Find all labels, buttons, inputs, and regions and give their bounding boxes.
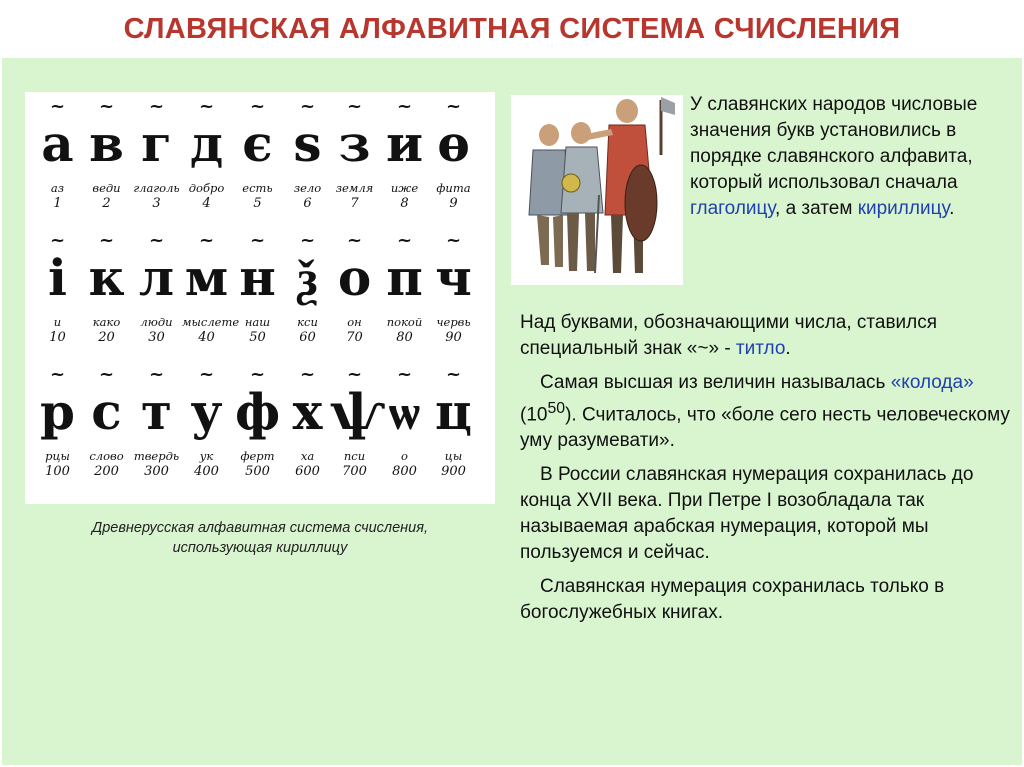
letter-value: 100 [45, 464, 70, 479]
titlo-mark: ~ [445, 364, 462, 385]
letter-value: 500 [245, 464, 270, 479]
titlo-mark: ~ [299, 230, 316, 251]
letter-name: и [53, 315, 62, 329]
letter-name: слово [89, 449, 124, 463]
letter-value: 2 [102, 196, 111, 211]
titlo-mark: ~ [98, 96, 115, 117]
titlo-mark: ~ [299, 364, 316, 385]
alphabet-letter [182, 230, 240, 364]
alphabet-letter [429, 364, 478, 498]
letter-glyph: ф [234, 382, 281, 441]
letter-glyph: х [292, 382, 323, 441]
letter-glyph: с [91, 382, 122, 441]
alphabet-letter [182, 96, 231, 230]
letter-value: 30 [148, 330, 165, 345]
letter-name: о [401, 449, 408, 463]
alphabet-letter [233, 96, 282, 230]
letter-value: 6 [303, 196, 312, 211]
titlo-mark: ~ [198, 230, 215, 251]
caption-line-1: Древнерусская алфавитная система счисления, [92, 520, 428, 536]
alphabet-table [25, 92, 495, 504]
letter-value: 3 [152, 196, 161, 211]
letter-glyph: г [141, 114, 172, 173]
letter-name: ферт [240, 449, 275, 463]
letter-name: пси [343, 449, 366, 463]
letter-value: 300 [144, 464, 169, 479]
paragraph-liturgical: Славянская нумерация сохранилась только в богослужебных книгах. [520, 576, 945, 624]
titlo-mark: ~ [249, 230, 266, 251]
caption-line-2: использующая кириллицу [172, 540, 348, 556]
letter-glyph: н [239, 248, 276, 307]
titlo-mark: ~ [299, 96, 316, 117]
alphabet-letter [233, 230, 282, 364]
letter-name: есть [242, 181, 273, 195]
titlo-mark: ~ [396, 364, 413, 385]
alphabet-letter [380, 364, 429, 498]
letter-glyph: ц [435, 382, 472, 441]
letter-value: 70 [346, 330, 363, 345]
letter-value: 80 [396, 330, 413, 345]
letter-value: 7 [350, 196, 359, 211]
titlo-mark: ~ [49, 230, 66, 251]
alphabet-letter [380, 230, 429, 364]
letter-glyph: є [242, 114, 273, 173]
letter-name: земля [335, 181, 374, 195]
letter-glyph: ѳ [437, 114, 470, 173]
titlo-mark: ~ [445, 96, 462, 117]
letter-glyph: р [40, 382, 75, 441]
titlo-mark: ~ [396, 96, 413, 117]
letter-name: покой [386, 315, 423, 329]
titlo-mark: ~ [98, 364, 115, 385]
cyrillic-link[interactable]: кириллицу [857, 198, 950, 219]
warriors-drawing [511, 95, 683, 285]
alphabet-letter [82, 230, 131, 364]
titlo-mark: ~ [396, 230, 413, 251]
letter-glyph: п [386, 248, 423, 307]
letter-glyph: а [41, 114, 74, 173]
titlo-mark: ~ [98, 230, 115, 251]
letter-name: люди [140, 315, 173, 329]
alphabet-letter [283, 96, 332, 230]
p2-exponent: 50 [547, 400, 566, 417]
letter-name: червь [436, 315, 471, 329]
letter-glyph: т [141, 382, 172, 441]
letter-name: рцы [45, 449, 70, 463]
alphabet-letter [33, 96, 82, 230]
letter-name: ук [199, 449, 214, 463]
letter-glyph: ч [435, 248, 472, 307]
letter-value: 50 [249, 330, 266, 345]
titlo-mark: ~ [445, 230, 462, 251]
titlo-mark: ~ [346, 364, 363, 385]
letter-glyph: і [48, 248, 67, 307]
alphabet-letter [82, 364, 131, 498]
koloda-link[interactable]: «колода» [890, 372, 974, 393]
letter-glyph: ѕ [293, 114, 322, 173]
alphabet-letter [182, 364, 231, 498]
titlo-mark: ~ [346, 230, 363, 251]
letter-glyph: ѱ [330, 382, 386, 441]
p1-text: Над буквами, обозначающими числа, ставился специальный знак «~» - [520, 312, 938, 359]
letter-value: 900 [441, 464, 466, 479]
letter-value: 400 [194, 464, 219, 479]
intro-paragraph [690, 92, 990, 222]
paragraph-koloda [520, 370, 1010, 454]
p2-rest: ). Считалось, что «боле сего несть человеческому уму разумевати». [520, 404, 1010, 452]
letter-value: 4 [202, 196, 211, 211]
titlo-mark: ~ [148, 364, 165, 385]
letter-glyph: в [89, 114, 124, 173]
letter-name: он [347, 315, 362, 329]
alphabet-letter [330, 230, 379, 364]
titlo-link[interactable]: титло [735, 338, 786, 359]
alphabet-letter [330, 364, 386, 498]
letter-name: глаголь [133, 181, 180, 195]
letter-name: кси [297, 315, 318, 329]
intro-text: У славянских народов числовые значения букв установились в порядке славянского алфавита, который использовал сначала [690, 94, 978, 193]
alphabet-letter [380, 96, 429, 230]
titlo-mark: ~ [148, 96, 165, 117]
titlo-mark: ~ [249, 96, 266, 117]
letter-value: 200 [94, 464, 119, 479]
letter-value: 600 [295, 464, 320, 479]
letter-name: твердь [133, 449, 180, 463]
letter-value: 20 [98, 330, 115, 345]
glagolitic-link[interactable]: глаголицу [690, 198, 776, 219]
letter-glyph: ѯ [297, 248, 318, 307]
alphabet-letter [429, 230, 478, 364]
letter-name: зело [293, 181, 322, 195]
letter-name: наш [244, 315, 271, 329]
titlo-mark: ~ [148, 230, 165, 251]
body-text [520, 310, 1010, 634]
intro-end: . [949, 198, 955, 219]
letter-value: 8 [400, 196, 409, 211]
alphabet-letter [33, 230, 82, 364]
letter-glyph: д [189, 114, 224, 173]
alphabet-letter [429, 96, 478, 230]
p1-end: . [785, 338, 791, 359]
letter-value: 1 [53, 196, 62, 211]
letter-value: 800 [392, 464, 417, 479]
letter-name: мыслете [182, 315, 240, 329]
page-title: СЛАВЯНСКАЯ АЛФАВИТНАЯ СИСТЕМА СЧИСЛЕНИЯ [123, 12, 901, 45]
letter-glyph: о [337, 248, 372, 307]
alphabet-letter [132, 96, 181, 230]
letter-name: веди [92, 181, 121, 195]
titlo-mark: ~ [49, 96, 66, 117]
letter-value: 60 [299, 330, 316, 345]
alphabet-letter [132, 364, 181, 498]
p2-paren: (10 [520, 404, 548, 426]
letter-glyph: к [88, 248, 125, 307]
letter-glyph: л [138, 248, 175, 307]
titlo-mark: ~ [49, 364, 66, 385]
paragraph-russia: В России славянская нумерация сохранилась до конца XVII века. При Петре I возобладала так называемая арабская нумерация, которой мы пользуемся и сейчас. [520, 464, 974, 564]
letter-name: како [92, 315, 121, 329]
titlo-mark: ~ [249, 364, 266, 385]
paragraph-titlo [520, 310, 1010, 362]
alphabet-letter [33, 364, 82, 498]
letter-name: цы [444, 449, 463, 463]
letter-value: 700 [342, 464, 367, 479]
alphabet-letter [82, 96, 131, 230]
letter-glyph: ѡ [389, 382, 420, 441]
alphabet-letter [132, 230, 181, 364]
letter-name: фита [436, 181, 471, 195]
letter-glyph: и [385, 114, 424, 173]
warriors-illustration [511, 95, 683, 285]
letter-name: добро [188, 181, 225, 195]
letter-name: аз [50, 181, 65, 195]
alphabet-letter [330, 96, 379, 230]
p2-text: Самая высшая из величин называлась [540, 372, 891, 393]
letter-value: 5 [253, 196, 262, 211]
alphabet-letter [283, 364, 332, 498]
intro-middle: , а затем [775, 198, 858, 219]
letter-glyph: з [338, 114, 371, 173]
letter-value: 90 [445, 330, 462, 345]
titlo-mark: ~ [198, 364, 215, 385]
letter-value: 40 [198, 330, 215, 345]
alphabet-letter [283, 230, 332, 364]
letter-name: иже [390, 181, 419, 195]
letter-value: 10 [49, 330, 66, 345]
titlo-mark: ~ [346, 96, 363, 117]
letter-glyph: у [190, 382, 223, 441]
letter-value: 9 [449, 196, 458, 211]
titlo-mark: ~ [198, 96, 215, 117]
alphabet-letter [233, 364, 282, 498]
letter-glyph: м [184, 248, 229, 307]
letter-name: ха [300, 449, 315, 463]
alphabet-caption [40, 518, 480, 558]
